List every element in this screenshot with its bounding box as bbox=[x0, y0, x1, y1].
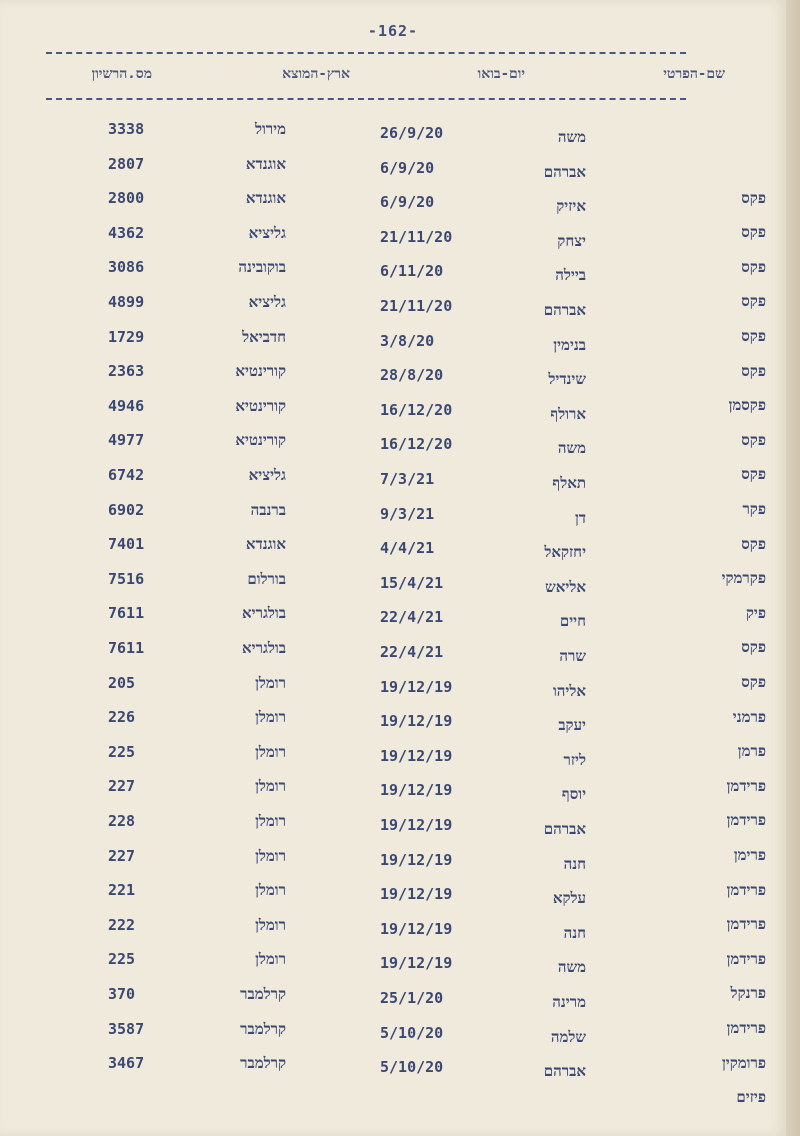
cell-first-name: תאלף bbox=[552, 474, 586, 492]
table-row bbox=[0, 118, 786, 150]
cell-origin: קרלמבר bbox=[240, 1054, 286, 1073]
cell-license-number: 7611 bbox=[108, 639, 145, 657]
cell-arrival-date: 28/8/20 bbox=[380, 366, 444, 385]
cell-arrival-date: 6/9/20 bbox=[380, 158, 435, 177]
cell-license-number: 7516 bbox=[108, 569, 145, 588]
cell-first-name: דן bbox=[574, 508, 586, 527]
cell-arrival-date: 22/4/21 bbox=[380, 643, 444, 661]
cell-origin: גליציא bbox=[248, 293, 286, 311]
cell-arrival-date: 21/11/20 bbox=[380, 297, 453, 315]
cell-first-name: שלמה bbox=[550, 1027, 586, 1046]
cell-license-number: 3587 bbox=[108, 1019, 145, 1038]
cell-license-number: 205 bbox=[108, 673, 136, 692]
cell-origin: רומלן bbox=[255, 915, 286, 934]
cell-license-number: 7401 bbox=[108, 535, 145, 554]
cell-surname: פקר bbox=[742, 500, 766, 518]
cell-surname: פרימן bbox=[733, 846, 766, 864]
header-first-name: שם-הפרטי bbox=[663, 66, 725, 82]
cell-arrival-date: 15/4/21 bbox=[380, 573, 444, 592]
cell-license-number: 227 bbox=[108, 777, 136, 796]
cell-origin: בולגריא bbox=[242, 639, 286, 657]
cell-origin: חדביאל bbox=[242, 327, 286, 346]
cell-arrival-date: 19/12/19 bbox=[380, 746, 453, 765]
cell-origin: בולגריא bbox=[242, 604, 286, 623]
cell-license-number: 3338 bbox=[108, 120, 145, 138]
cell-license-number: 2800 bbox=[108, 189, 145, 208]
cell-first-name: אברהם bbox=[543, 1062, 586, 1081]
cell-origin: קורינטיא bbox=[235, 396, 286, 415]
cell-first-name: חנה bbox=[563, 923, 586, 942]
cell-first-name: אברהם bbox=[543, 301, 586, 319]
cell-surname: פרנקל bbox=[730, 984, 766, 1003]
cell-arrival-date: 19/12/19 bbox=[380, 954, 453, 973]
cell-arrival-date: 19/12/19 bbox=[380, 781, 453, 800]
cell-origin: קרלמבר bbox=[240, 985, 286, 1003]
cell-first-name: איזיק bbox=[556, 197, 586, 216]
cell-origin: בורלום bbox=[247, 569, 286, 588]
cell-origin: אוגנדא bbox=[245, 154, 286, 173]
cell-first-name: יעקב bbox=[558, 716, 586, 735]
cell-license-number: 225 bbox=[108, 950, 136, 969]
cell-arrival-date: 5/10/20 bbox=[380, 1058, 444, 1077]
cell-surname: פקס bbox=[741, 465, 766, 484]
cell-first-name: יוסף bbox=[561, 785, 586, 804]
cell-license-number: 4362 bbox=[108, 223, 145, 242]
cell-origin: ברנבה bbox=[250, 500, 286, 519]
header-number: מס.הרשיון bbox=[91, 66, 152, 82]
cell-surname: פקס bbox=[741, 361, 766, 380]
cell-origin: רומלן bbox=[255, 673, 286, 692]
cell-arrival-date: 5/10/20 bbox=[380, 1023, 444, 1042]
header-origin: ארץ-המוצא bbox=[282, 66, 350, 82]
cell-surname: פקרמקי bbox=[721, 569, 766, 588]
cell-arrival-date: 7/3/21 bbox=[380, 470, 435, 488]
cell-first-name: אברהם bbox=[543, 162, 586, 181]
cell-origin: גליציא bbox=[248, 466, 286, 484]
cell-arrival-date: 4/4/21 bbox=[380, 539, 435, 558]
cell-arrival-date: 26/9/20 bbox=[380, 124, 444, 142]
cell-surname: פיק bbox=[745, 603, 766, 622]
cell-arrival-date: 19/12/19 bbox=[380, 919, 453, 938]
cell-surname: פרמן bbox=[737, 742, 766, 761]
cell-license-number: 3086 bbox=[108, 258, 145, 277]
header-arrival-date: יום-בואו bbox=[477, 66, 525, 82]
cell-origin: בוקובינה bbox=[238, 258, 286, 277]
cell-surname: פקס bbox=[741, 638, 766, 657]
cell-license-number: 222 bbox=[108, 915, 136, 934]
cell-first-name: שרה bbox=[559, 647, 586, 665]
cell-arrival-date: 3/8/20 bbox=[380, 331, 435, 350]
cell-surname: פקס bbox=[741, 327, 766, 345]
cell-surname: פרידמן bbox=[726, 949, 766, 968]
cell-arrival-date: 19/12/19 bbox=[380, 712, 453, 731]
page-number: -162- bbox=[367, 22, 419, 40]
cell-origin: רומלן bbox=[255, 777, 286, 796]
cell-license-number: 4946 bbox=[108, 396, 145, 415]
cell-license-number: 3467 bbox=[108, 1054, 145, 1073]
cell-license-number: 226 bbox=[108, 708, 136, 727]
page-edge bbox=[786, 0, 800, 1136]
cell-license-number: 370 bbox=[108, 985, 136, 1003]
cell-surname: פקס bbox=[741, 223, 766, 242]
cell-surname: פקס bbox=[741, 673, 766, 691]
cell-surname: פקסמן bbox=[728, 396, 766, 415]
header-top-rule bbox=[46, 52, 686, 54]
cell-first-name: עלקא bbox=[552, 889, 586, 908]
cell-surname: פיזים bbox=[736, 1088, 766, 1107]
cell-license-number: 225 bbox=[108, 742, 136, 761]
cell-surname: פקס bbox=[741, 292, 766, 311]
cell-license-number: 6742 bbox=[108, 466, 145, 484]
cell-surname: פקס bbox=[741, 534, 766, 553]
cell-license-number: 2363 bbox=[108, 362, 145, 381]
cell-surname: פקס bbox=[741, 188, 766, 207]
table-header bbox=[40, 66, 730, 90]
cell-license-number: 1729 bbox=[108, 327, 145, 346]
cell-first-name: אליהו bbox=[552, 681, 586, 700]
cell-surname: פרידמן bbox=[726, 776, 766, 795]
cell-surname: פרידמן bbox=[726, 880, 766, 899]
cell-arrival-date: 16/12/20 bbox=[380, 400, 453, 419]
cell-first-name: משה bbox=[557, 128, 586, 146]
header-bottom-rule bbox=[46, 98, 686, 100]
table-row bbox=[0, 1052, 786, 1107]
cell-first-name: בנימין bbox=[553, 335, 586, 354]
cell-arrival-date: 19/12/19 bbox=[380, 816, 453, 834]
cell-first-name: ביילה bbox=[555, 266, 586, 285]
cell-first-name: חיים bbox=[559, 612, 586, 631]
cell-origin: מירול bbox=[254, 120, 286, 138]
cell-origin: רומלן bbox=[255, 742, 286, 761]
cell-arrival-date: 6/11/20 bbox=[380, 262, 444, 281]
cell-surname: פרומקין bbox=[721, 1053, 766, 1072]
cell-origin: אוגנדא bbox=[245, 535, 286, 554]
cell-origin: רומלן bbox=[255, 812, 286, 830]
cell-origin: אוגנדא bbox=[245, 189, 286, 208]
cell-license-number: 4977 bbox=[108, 431, 145, 450]
cell-first-name: שינדיל bbox=[548, 370, 586, 389]
cell-first-name: אברהם bbox=[543, 820, 586, 838]
cell-origin: קורינטיא bbox=[235, 431, 286, 450]
cell-arrival-date: 19/12/19 bbox=[380, 850, 453, 869]
cell-arrival-date: 21/11/20 bbox=[380, 227, 453, 246]
cell-arrival-date: 19/12/19 bbox=[380, 885, 453, 904]
cell-license-number: 2807 bbox=[108, 154, 145, 173]
cell-surname: פרידמן bbox=[726, 1019, 766, 1037]
cell-arrival-date: 19/12/19 bbox=[380, 677, 453, 696]
cell-first-name: משה bbox=[557, 958, 586, 977]
cell-surname: פרידמן bbox=[726, 915, 766, 934]
cell-origin: קורינטיא bbox=[235, 362, 286, 381]
cell-surname: פקס bbox=[741, 430, 766, 449]
cell-surname: פרמני bbox=[732, 707, 766, 726]
cell-origin: גליציא bbox=[248, 223, 286, 242]
cell-first-name: ליזר bbox=[563, 750, 586, 769]
cell-first-name: יחזקאל bbox=[544, 543, 586, 562]
cell-first-name: ארולף bbox=[550, 404, 586, 423]
cell-origin: רומלן bbox=[255, 708, 286, 727]
cell-license-number: 228 bbox=[108, 812, 136, 830]
cell-license-number: 4899 bbox=[108, 293, 145, 311]
cell-origin: רומלן bbox=[255, 950, 286, 969]
cell-arrival-date: 6/9/20 bbox=[380, 193, 435, 212]
cell-arrival-date: 22/4/21 bbox=[380, 608, 444, 627]
cell-first-name: אליאש bbox=[545, 577, 586, 596]
cell-first-name: יצחק bbox=[557, 231, 586, 250]
cell-first-name: מרינה bbox=[552, 993, 586, 1011]
cell-license-number: 221 bbox=[108, 881, 136, 900]
cell-origin: רומלן bbox=[255, 846, 286, 865]
cell-arrival-date: 16/12/20 bbox=[380, 435, 453, 454]
cell-origin: קרלמבר bbox=[240, 1019, 286, 1038]
cell-license-number: 7611 bbox=[108, 604, 145, 623]
cell-surname: פקס bbox=[741, 257, 766, 276]
cell-first-name: חנה bbox=[563, 854, 586, 873]
cell-surname: פרידמן bbox=[726, 811, 766, 830]
cell-first-name: משה bbox=[557, 439, 586, 458]
cell-origin: רומלן bbox=[255, 881, 286, 900]
cell-license-number: 227 bbox=[108, 846, 136, 865]
cell-arrival-date: 9/3/21 bbox=[380, 504, 435, 523]
registry-table bbox=[0, 118, 786, 1118]
cell-license-number: 6902 bbox=[108, 500, 145, 519]
cell-arrival-date: 25/1/20 bbox=[380, 989, 444, 1007]
